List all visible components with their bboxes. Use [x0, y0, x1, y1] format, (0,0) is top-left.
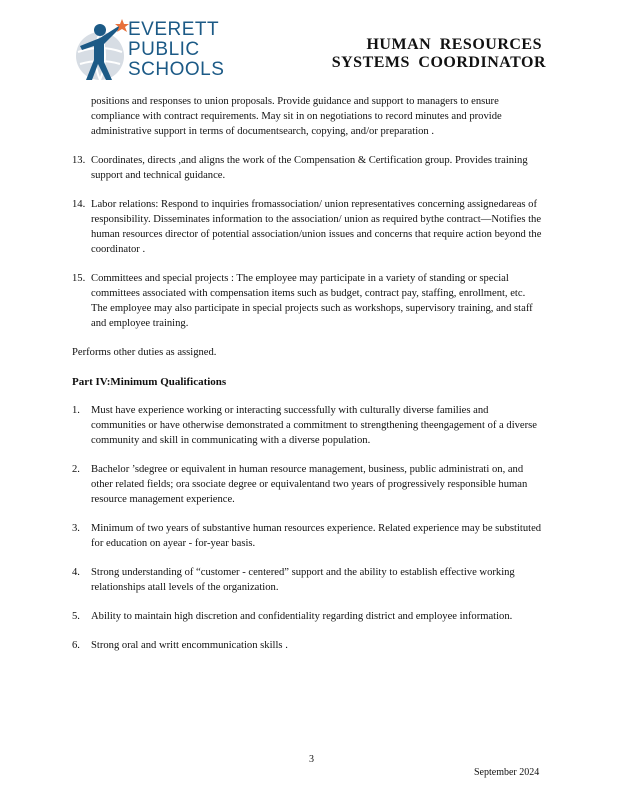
title-line-1: HUMAN RESOURCES	[366, 36, 542, 53]
list-item-text: Bachelor ’sdegree or equivalent in human resource management, business, public administrati on, and other related fields; ora ssociate degree or equivalentand two years of progressively responsible human resource management experience.	[91, 464, 528, 505]
list-item-text: Committees and special projects : The employee may participate in a variety of standing or special committees associated with compensation items such as budget, contract pay, staffing, enrollment, etc. The employee may also participate in special projects such as workshops, supervisory training, and staff and employee training.	[91, 273, 533, 329]
qualification-item	[72, 403, 542, 448]
title-line-2: SYSTEMS COORDINATOR	[331, 54, 546, 71]
list-item-number: 2.	[72, 464, 80, 475]
logo-line-2: PUBLIC	[128, 39, 200, 60]
list-item-number: 6.	[72, 640, 80, 651]
list-item-text: Coordinates, directs ,and aligns the work of the Compensation & Certification group. Provides training support and technical guidance.	[91, 155, 528, 181]
list-item-text: Strong oral and writt encommunication skills .	[91, 640, 288, 651]
page-number: 3	[309, 754, 314, 765]
qualification-item	[72, 609, 542, 624]
other-duties-text: Performs other duties as assigned.	[72, 347, 217, 358]
list-item-number: 3.	[72, 523, 80, 534]
list-item-number: 4.	[72, 567, 80, 578]
list-item-text: Ability to maintain high discretion and confidentiality regarding district and employee information.	[91, 611, 513, 622]
document-body	[72, 94, 542, 653]
duty-item	[72, 153, 542, 183]
duty-item	[72, 271, 542, 331]
list-item-number: 13.	[72, 155, 86, 166]
document-title	[331, 36, 546, 72]
qualification-item	[72, 462, 542, 507]
continued-paragraph: positions and responses to union proposals. Provide guidance and support to managers to ensure compliance with contract requirements. May sit in on negotiations to record minutes and provide administrative support in terms of documentsearch, copying, and/or preparation .	[91, 96, 502, 137]
logo-wordmark	[128, 20, 224, 80]
district-logo	[70, 18, 240, 84]
list-item-number: 14.	[72, 199, 86, 210]
qualification-item	[72, 565, 542, 595]
list-item-number: 15.	[72, 273, 86, 284]
logo-line-1: EVERETT	[128, 19, 220, 40]
duty-item	[72, 197, 542, 257]
section-heading: Part IV:Minimum Qualifications	[72, 376, 227, 388]
logo-line-3: SCHOOLS	[128, 59, 225, 80]
qualifications-list	[72, 403, 542, 653]
globe-figure-logo-icon	[70, 18, 130, 84]
list-item-text: Must have experience working or interacting successfully with culturally diverse families and communities or have otherwise demonstrated a commitment to strengthening theengagement of a diverse community and skill in communicating with a diverse population.	[91, 405, 537, 446]
list-item-text: Strong understanding of “customer - centered” support and the ability to establish effective working relationships atall levels of the organization.	[91, 567, 515, 593]
list-item-number: 5.	[72, 611, 80, 622]
list-item-text: Minimum of two years of substantive human resources experience. Related experience may be substituted for education on ayear - for-year basis.	[91, 523, 542, 549]
qualification-item	[72, 521, 542, 551]
list-item-number: 1.	[72, 405, 80, 416]
footer-date: September 2024	[474, 767, 540, 778]
list-item-text: Labor relations: Respond to inquiries fromassociation/ union representatives concerning assignedareas of responsibility. Disseminates information to the association/ union as required bythe contract—Notifies the human resources director of potential association/union issues and concerns that require action beyond the coordinator .	[91, 199, 542, 255]
duties-list	[72, 153, 542, 331]
qualification-item	[72, 638, 542, 653]
